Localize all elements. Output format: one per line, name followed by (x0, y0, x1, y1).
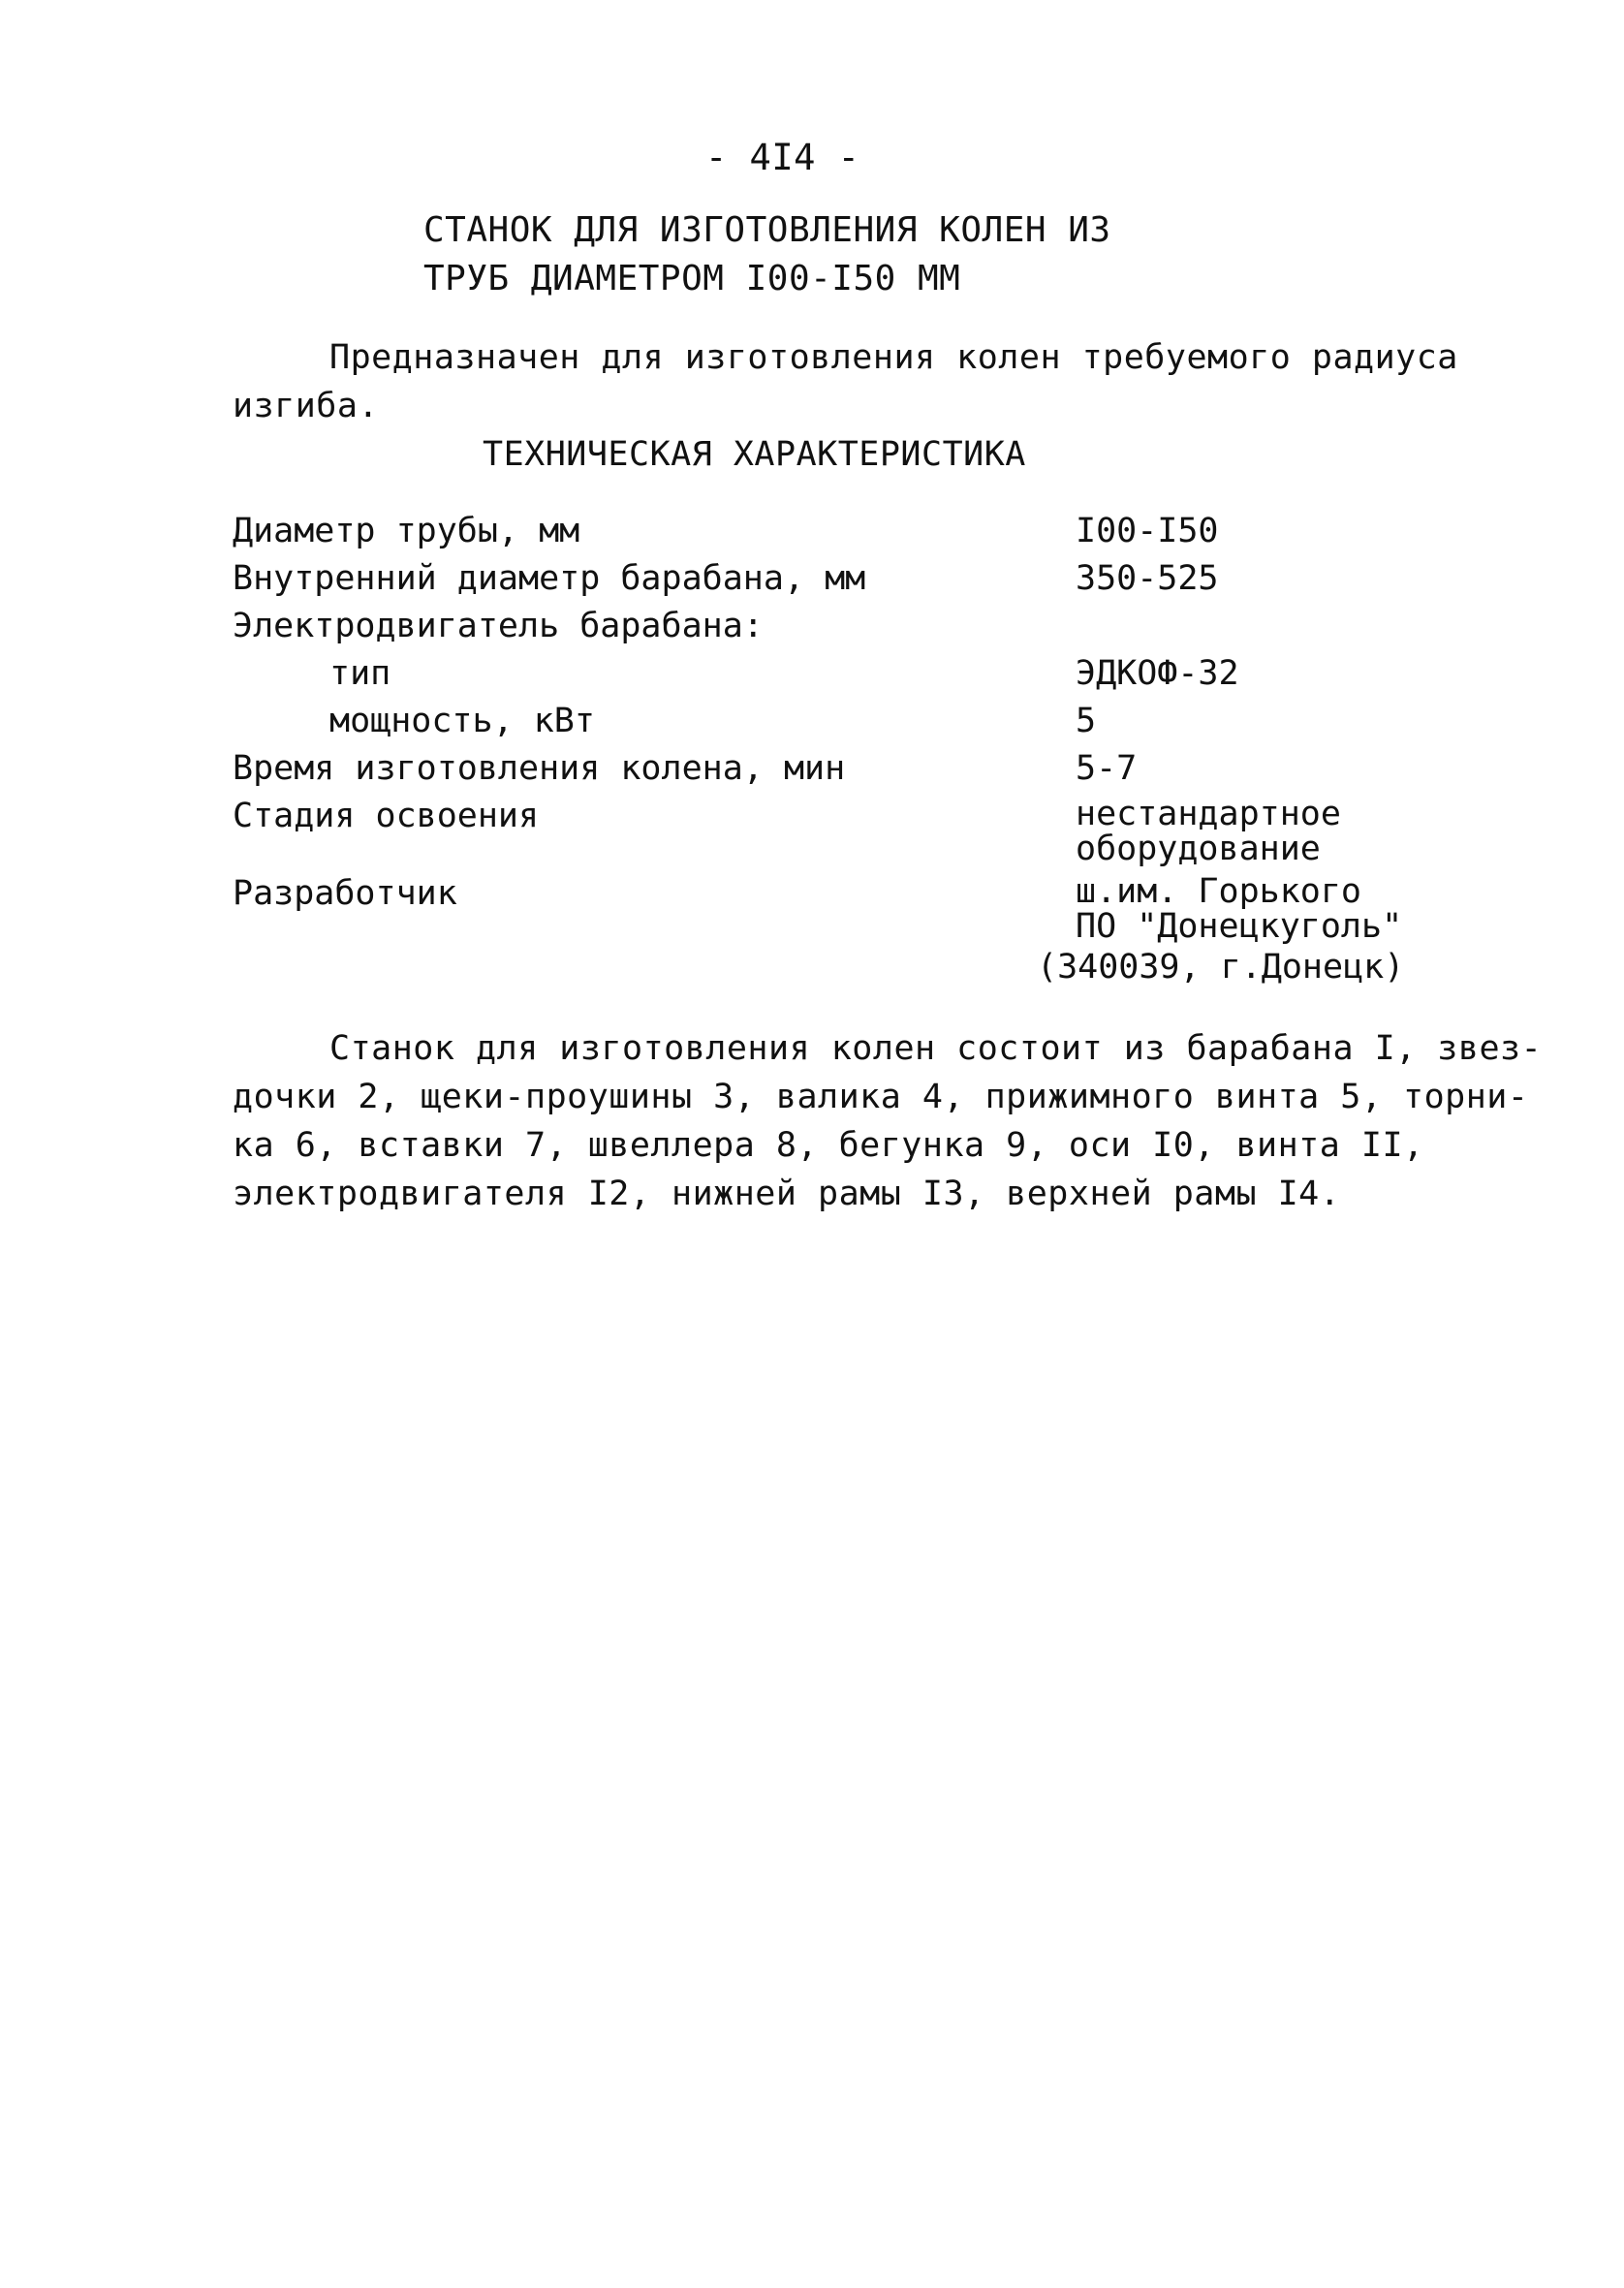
spec-value-motor-type (1076, 654, 1239, 693)
description-line-3: ка 6, вставки 7, швеллера 8, бегунка 9, оси I0, винта II, (233, 1126, 1424, 1165)
spec-value-line: (340039, г.Донецк) (1037, 948, 1405, 987)
spec-value-pipe-diameter (1076, 512, 1219, 550)
spec-value-line: оборудование (1076, 830, 1321, 868)
purpose-text-line-1: Предназначен для изготовления колен требуемого радиуса (329, 338, 1458, 377)
spec-value-line: нестандартное (1076, 795, 1341, 833)
spec-value-line: I00-I50 (1076, 512, 1219, 550)
spec-value-development-stage (1076, 797, 1341, 866)
spec-value-line: ПО "Донецкуголь" (1076, 907, 1403, 946)
spec-label-pipe-diameter: Диаметр трубы, мм (233, 512, 580, 550)
spec-value-line: 350-525 (1076, 559, 1219, 598)
spec-value-developer (1037, 872, 1405, 987)
spec-label-development-stage: Стадия освоения (233, 797, 540, 835)
spec-value-motor-power (1076, 702, 1096, 740)
description-line-4: электродвигателя I2, нижней рамы I3, верхней рамы I4. (233, 1175, 1341, 1213)
description-line-2: дочки 2, щеки-проушины 3, валика 4, прижимного винта 5, торни- (233, 1078, 1529, 1116)
spec-value-line: ЭДКОФ-32 (1076, 654, 1239, 693)
spec-heading: ТЕХНИЧЕСКАЯ ХАРАКТЕРИСТИКА (483, 435, 1026, 474)
spec-value-line: 5 (1076, 702, 1097, 740)
spec-label-developer: Разработчик (233, 874, 457, 913)
spec-label-motor-power: мощность, кВт (329, 702, 595, 740)
document-title-line-1: СТАНОК ДЛЯ ИЗГОТОВЛЕНИЯ КОЛЕН ИЗ (423, 210, 1111, 250)
description-line-1: Станок для изготовления колен состоит из барабана I, звез- (329, 1029, 1543, 1068)
spec-label-drum-inner-diameter: Внутренний диаметр барабана, мм (233, 559, 866, 598)
purpose-text-line-2: изгиба. (233, 387, 380, 425)
spec-label-motor-type: тип (329, 654, 391, 693)
document-title-line-2: ТРУБ ДИАМЕТРОМ I00-I50 ММ (423, 259, 961, 298)
spec-value-drum-inner-diameter (1076, 559, 1219, 598)
spec-value-elbow-time (1076, 749, 1137, 788)
spec-label-drum-motor: Электродвигатель барабана: (233, 607, 764, 645)
spec-value-line: 5-7 (1076, 749, 1138, 788)
spec-label-elbow-time: Время изготовления колена, мин (233, 749, 846, 788)
page-number: - 4I4 - (705, 137, 860, 178)
spec-value-line: ш.им. Горького (1076, 872, 1362, 911)
